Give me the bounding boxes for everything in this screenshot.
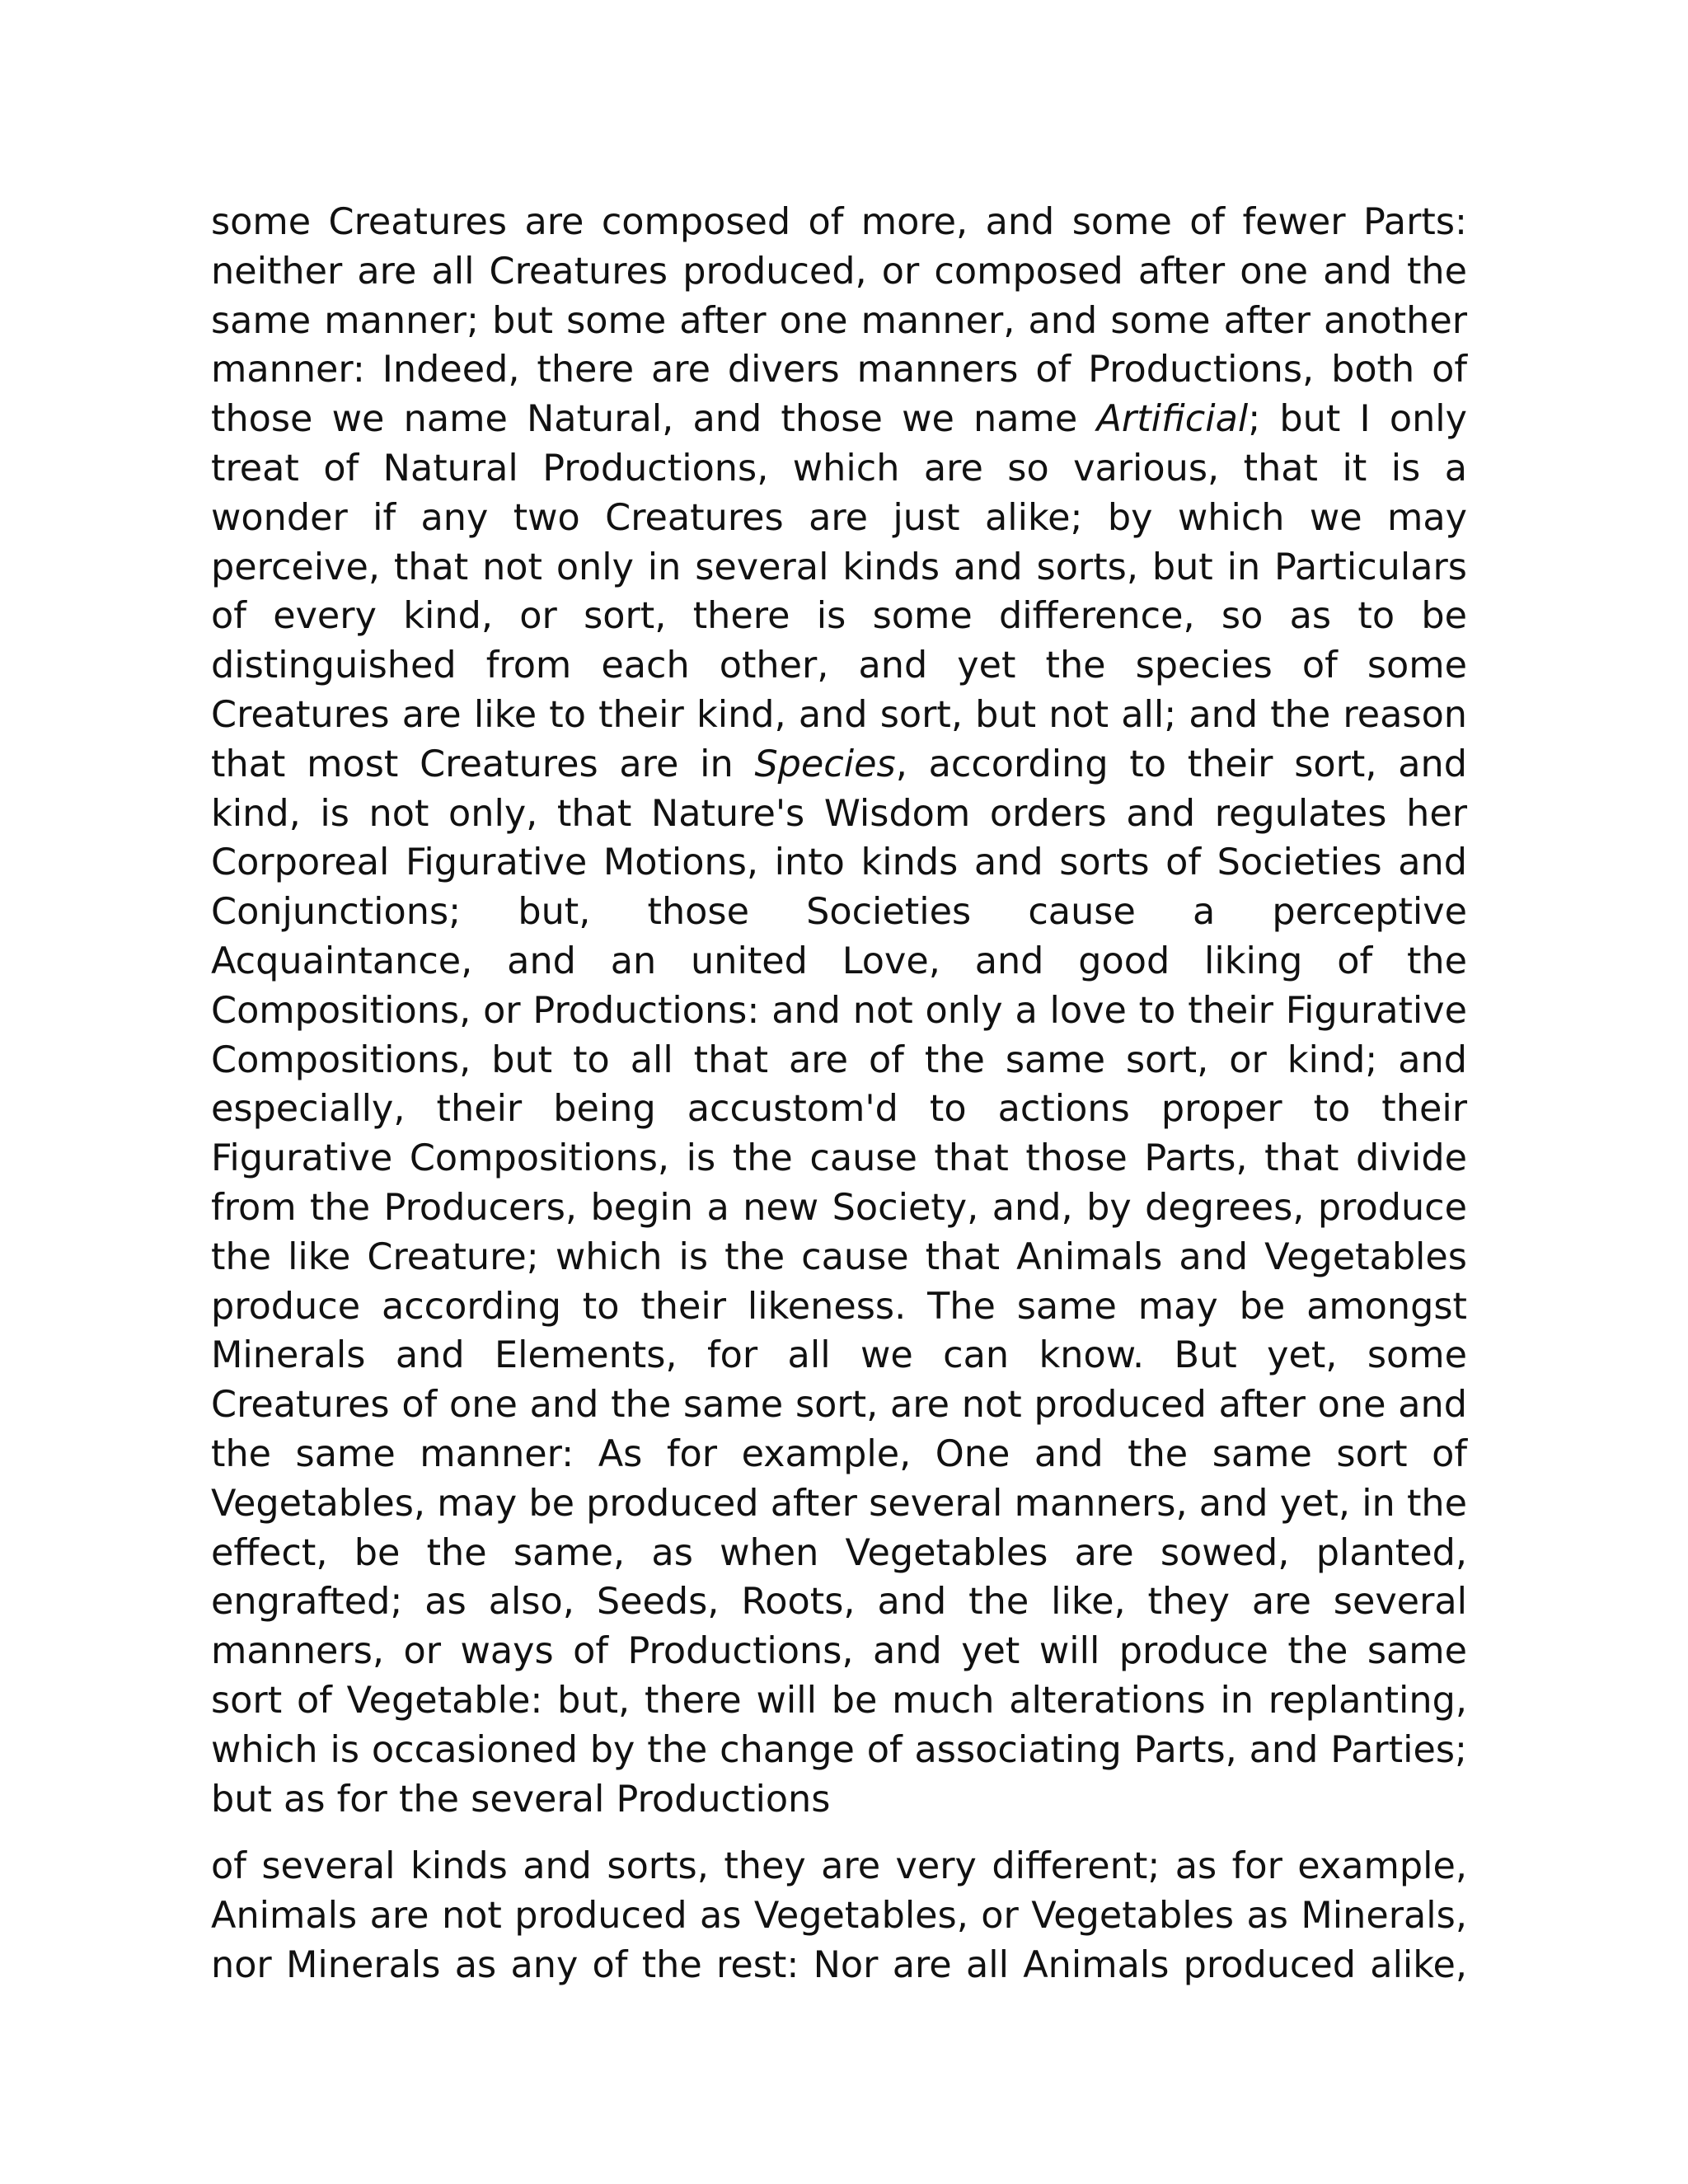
document-page — [211, 198, 1467, 1990]
paragraph-2 — [211, 1842, 1467, 1990]
text-segment: ; but I only treat of Natural Productions, which are so various, that it is a wonder if any two Creatures are just alike; by which we may perceive, that not only in several kinds and sorts, but in Particulars of every kind, or sort, there is some difference, so as to be distinguished from each other, and yet the species of some Creatures are like to their kind, and sort, but not all; and the reason that most Creatures are in — [211, 398, 1467, 785]
text-segment: some Creatures are composed of more, and some of fewer Parts: neither are all Creatures produced, or composed after one and the same manner; but some after one manner, and some after another manner: Indeed, there are divers manners of Productions, both of those we name Natural, and those we name — [211, 201, 1467, 441]
text-segment: , according to their sort, and kind, is not only, that Nature's Wisdom orders and regulates her Corporeal Figurative Motions, into kinds and sorts of Societies and Conjunctions; but, those Societies cause a perceptive Acquaintance, and an united Love, and good liking of the Compositions, or Productions: and not only a love to their Figurative Compositions, but to all that are of the same sort, or kind; and especially, their being accustom'd to actions proper to their Figurative Compositions, is the cause that those Parts, that divide from the Producers, begin a new Society, and, by degrees, produce the like Creature; which is the cause that Animals and Vegetables produce according to their likeness. The same may be amongst Minerals and Elements, for all we can know. But yet, some Creatures of one and the same sort, are not produced after one and the same manner: As for example, One and the same sort of Vegetables, may be produced after several manners, and yet, in the effect, be the same, as when Vegetables are sowed, planted, engrafted; as also, Seeds, Roots, and the like, they are several manners, or ways of Productions, and yet will produce the same sort of Vegetable: but, there will be much alterations in replanting, which is occasioned by the change of associating Parts, and Parties; but as for the several Productions — [211, 743, 1467, 1821]
italic-term-artificial: Artificial — [1096, 398, 1249, 441]
paragraph-1 — [211, 198, 1467, 1824]
text-segment: of several kinds and sorts, they are very different; as for example, Animals are not produced as Vegetables, or Vegetables as Minerals, nor Minerals as any of the rest: Nor are all Animals produced alike, — [211, 1845, 1467, 1986]
italic-term-species: Species — [754, 743, 896, 785]
